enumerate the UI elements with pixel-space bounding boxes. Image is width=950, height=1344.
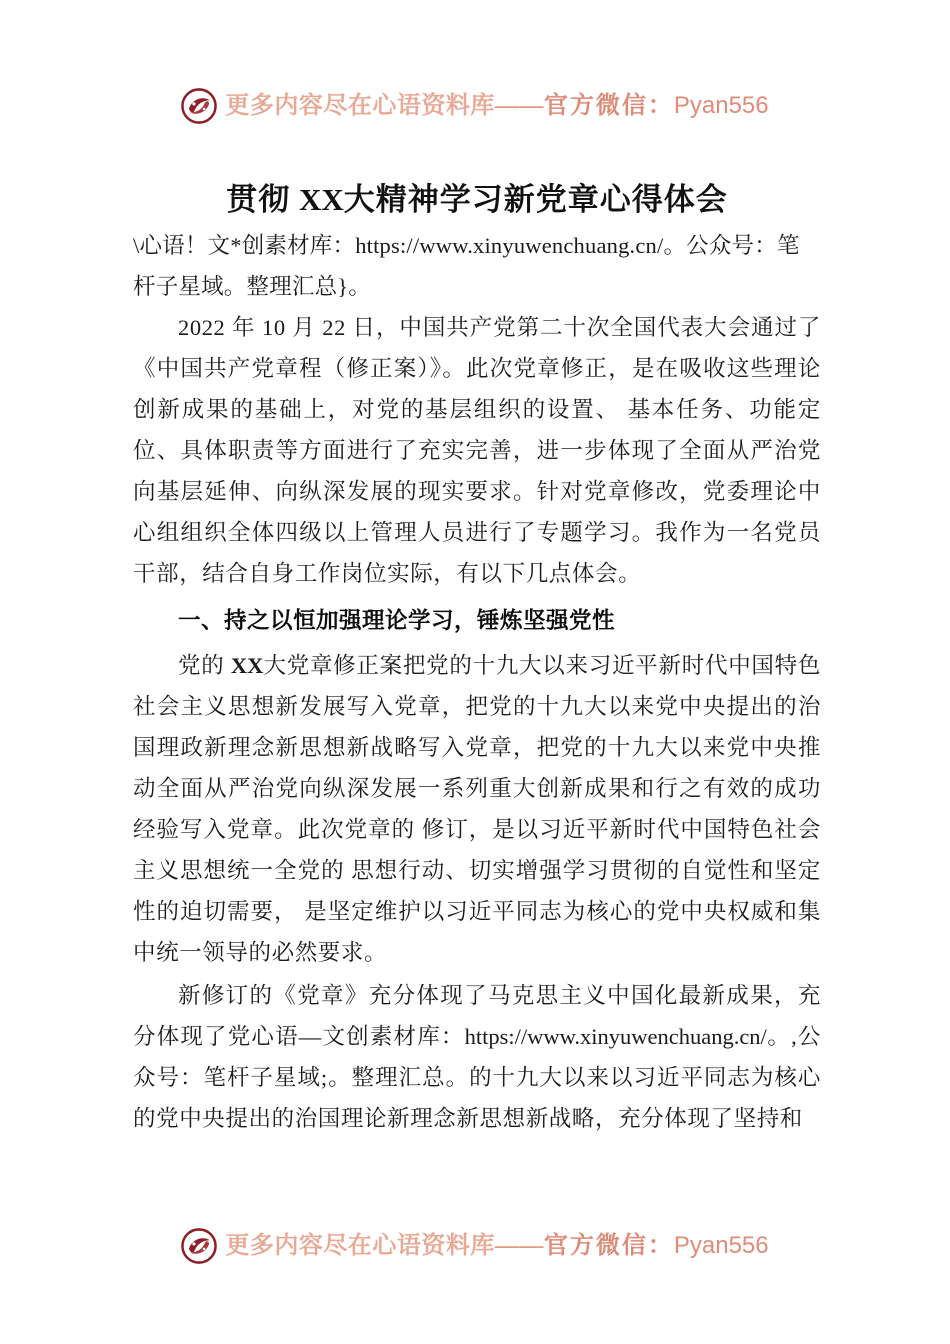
watermark-footer <box>0 1228 950 1264</box>
section-heading-1: 一、持之以恒加强理论学习，锤炼坚强党性 <box>178 607 616 633</box>
watermark-wechat-id: Pyan556 <box>673 1232 769 1259</box>
paragraph-2-rest: 大党章修正案把党的十九大以来习近平新时代中国特色社会主义思想新发展写入党章，把党的十九大以来党中央提出的治国理政新理念新思想新战略写入党章，把党的十九大以来党中央推动全面从严治党向纵深发展一系列重大创新成果和行之有效的成功经验写入党章。此次党章的 修订，是以习近平新时代中国特色社会主义思想统一全党的 思想行动、切实增强学习贯彻的自觉性和坚定性的迫切需要， 是坚定维护以习近平同志为核心的党中央权威和集中统一领导的必然要求。 <box>133 652 821 965</box>
watermark-main-text: 更多内容尽在心语资料库 <box>225 93 495 119</box>
paragraph-2-mark: XX <box>230 652 264 678</box>
circular-seal-logo-icon <box>181 88 217 124</box>
source-note: \心语！文*创素材库：https://www.xinyuwenchuang.cn/。公众号：笔杆子星域。整理汇总}。 <box>133 232 800 299</box>
page-title <box>133 178 821 223</box>
watermark-dash: —— <box>494 93 544 119</box>
paragraph-3 <box>133 975 821 1139</box>
document-content <box>133 178 821 1139</box>
paragraph-3-part2: 。,公众号：笔杆子星域;。整理汇总。的十九大以来以习近平同志为核心的党中央提出的治国理论新理念新思想新战略，充分体现了坚持和 <box>133 1023 821 1131</box>
paragraph-intro: 2022 年 10 月 22 日，中国共产党第二十次全国代表大会通过了《中国共产党章程（修正案）》。此次党章修正，是在吸收这些理论创新成果的基础上，对党的基层组织的设置、 基本任务、功能定位、具体职责等方面进行了充实完善，进一步体现了全面从严治党向基层延伸、向纵深发展的现实要求。针对党章修改，党委理论中心组组织全体四级以上管理人员进行了专题学习。我作为一名党员干部，结合自身工作岗位实际，有以下几点体会。 <box>133 314 821 586</box>
watermark-dash: —— <box>494 1233 544 1259</box>
watermark-main-text: 更多内容尽在心语资料库 <box>225 1233 495 1259</box>
paragraph-3-url: https://www.xinyuwenchuang.cn/ <box>464 1023 767 1049</box>
paragraph-2-prefix: 党的 <box>178 652 231 678</box>
page-title-suffix: 大精神学习新党章心得体会 <box>343 182 728 217</box>
page-title-mark: XX <box>298 182 344 217</box>
paragraph-3-part1: 新修订的《党章》充分体现了马克思主义中国化最新成果，充分体现了党心语—文创素材库： <box>133 982 821 1049</box>
watermark-header <box>0 88 950 124</box>
paragraph-2 <box>133 645 821 973</box>
watermark-wechat-label: 官方微信： <box>543 93 674 119</box>
page-title-prefix: 贯彻 <box>226 182 299 217</box>
watermark-wechat-label: 官方微信： <box>543 1233 674 1259</box>
watermark-wechat-id: Pyan556 <box>673 92 769 119</box>
circular-seal-logo-icon <box>181 1228 217 1264</box>
